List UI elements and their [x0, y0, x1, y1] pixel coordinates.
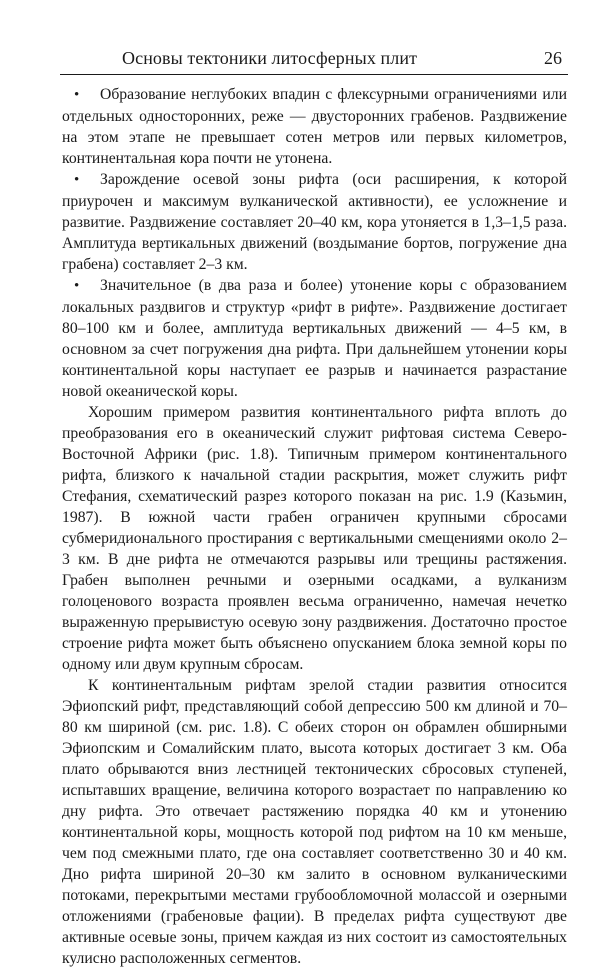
- running-header: [60, 44, 568, 75]
- running-title: Основы тектоники литосферных плит: [122, 48, 418, 68]
- bullet-icon: •: [74, 87, 80, 103]
- bullet-icon: •: [74, 278, 80, 294]
- bullet-text: Зарождение осевой зоны рифта (оси расширения, к которой приурочен и максимум вулканической активности), ее усложнение и развитие. Раздвижение составляет 20–40 км, кора утоняется в 1,3–1,5 раза. Амплитуда вертикальных движений (воздымание бортов, погружение дна грабена) составляет 2–3 км.: [62, 171, 567, 273]
- bullet-item: [62, 169, 567, 275]
- paragraph: Хорошим примером развития континентального рифта вплоть до преобразования его в океанический служит рифтовая система Северо-Восточной Африки (рис. 1.8). Типичным примером континентального рифта, близкого к начальной стадии раскрытия, может служить рифт Стефания, схематический разрез которого показан на рис. 1.9 (Казьмин, 1987). В южной части грабен ограничен крупными сбросами субмеридионального простирания с вертикальными смещениями около 2–3 км. В дне рифта не отмечаются разрывы или трещины растяжения. Грабен выполнен речными и озерными осадками, а вулканизм голоценового возраста проявлен весьма ограниченно, намечая нечетко выраженную прерывистую осевую зону раздвижения. Достаточно простое строение рифта может быть объяснено опусканием блока земной коры по одному или двум крупным сбросам.: [62, 404, 567, 673]
- bullet-text: Значительное (в два раза и более) утонение коры с образованием локальных раздвигов и структур «рифт в рифте». Раздвижение достигает 80–100 км и более, амплитуда вертикальных движений — 4–5 км, в основном за счет погружения дна рифта. При дальнейшем утонении коры континентальной коры наступает ее разрыв и начинается разрастание новой океанической коры.: [62, 277, 567, 400]
- page-number: 26: [544, 48, 562, 68]
- bullet-item: [62, 84, 567, 169]
- bullet-icon: •: [74, 172, 80, 188]
- body-text: [62, 84, 567, 969]
- bullet-text: Образование неглубоких впадин с флексурными ограничениями или отдельных односторонних, реже — двусторонних грабенов. Раздвижение на этом этапе не превышает сотен метров или первых километров, континентальная кора почти не утонена.: [62, 86, 567, 167]
- paragraph: К континентальным рифтам зрелой стадии развития относится Эфиопский рифт, представляющий собой депрессию 500 км длиной и 70–80 км шириной (см. рис. 1.8). С обеих сторон он обрамлен обширными Эфиопским и Сомалийским плато, высота которых достигает 3 км. Оба плато обрываются вниз лестницей тектонических сбросовых ступеней, испытавших вращение, величина которого возрастает по направлению ко дну рифта. Это отвечает растяжению порядка 40 км и утонению континентальной коры, мощность которой под рифтом на 10 км меньше, чем под смежными плато, где она составляет соответственно 30 и 40 км. Дно рифта шириной 20–30 км залито в основном вулканическими потоками, перекрытыми местами грубообломочной молассой и озерными отложениями (грабеновые фации). В пределах рифта существуют две активные осевые зоны, причем каждая из них состоит из самостоятельных кулисно расположенных сегментов.: [62, 677, 567, 967]
- bullet-item: [62, 275, 567, 402]
